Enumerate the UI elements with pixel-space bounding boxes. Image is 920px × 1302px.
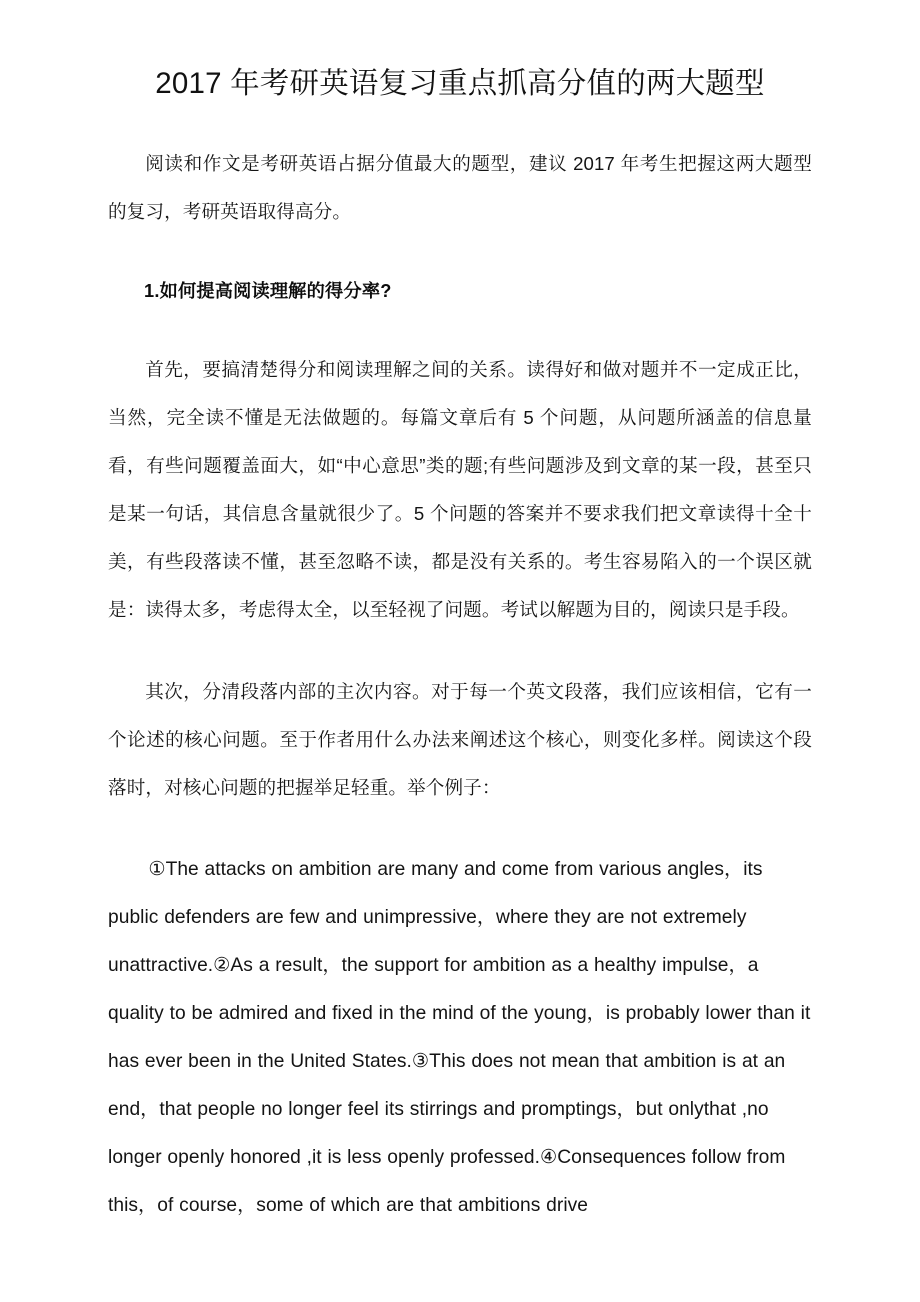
spacer-between-paragraphs-1 <box>108 634 812 668</box>
spacer-after-title <box>108 106 812 140</box>
body-paragraph-1: 首先，要搞清楚得分和阅读理解之间的关系。读得好和做对题并不一定成正比，当然，完全读不懂是无法做题的。每篇文章后有 5 个问题，从问题所涵盖的信息量看，有些问题覆盖面大，如“中心意思”类的题;有些问题涉及到文章的某一段，甚至只是某一句话，其信息含量就很少了。5 个问题的答案并不要求我们把文章读得十全十美，有些段落读不懂，甚至忽略不读，都是没有关系的。考生容易陷入的一个误区就是：读得太多，考虑得太全，以至轻视了问题。考试以解题为目的，阅读只是手段。 <box>108 359 812 620</box>
section-heading-1: 1.如何提高阅读理解的得分率? <box>144 281 392 301</box>
body-paragraph-2: 其次，分清段落内部的主次内容。对于每一个英文段落，我们应该相信，它有一个论述的核心问题。至于作者用什么办法来阐述这个核心，则变化多样。阅读这个段落时，对核心问题的把握举足轻重。举个例子： <box>108 681 812 798</box>
spacer-after-heading <box>108 306 812 346</box>
english-example-paragraph: ①The attacks on ambition are many and come from various angles，its public defenders are few and unimpressive，where they are not extremely unattractive.②As a result，the support for ambition as a healthy impulse，a quality to be admired and fixed in the mind of the young，is probably lower than it has ever been in the United States.③This does not mean that ambition is at an end，that people no longer feel its stirrings and promptings，but onlythat ,no longer openly honored ,it is less openly professed.④Consequences follow from this，of course，some of which are that ambitions drive <box>108 859 811 1216</box>
intro-paragraph: 阅读和作文是考研英语占据分值最大的题型，建议 2017 年考生把握这两大题型的复习，考研英语取得高分。 <box>108 153 812 222</box>
spacer-before-heading <box>108 236 812 276</box>
spacer-between-paragraphs-2 <box>108 812 812 846</box>
page-title: 2017 年考研英语复习重点抓高分值的两大题型 <box>155 67 765 100</box>
